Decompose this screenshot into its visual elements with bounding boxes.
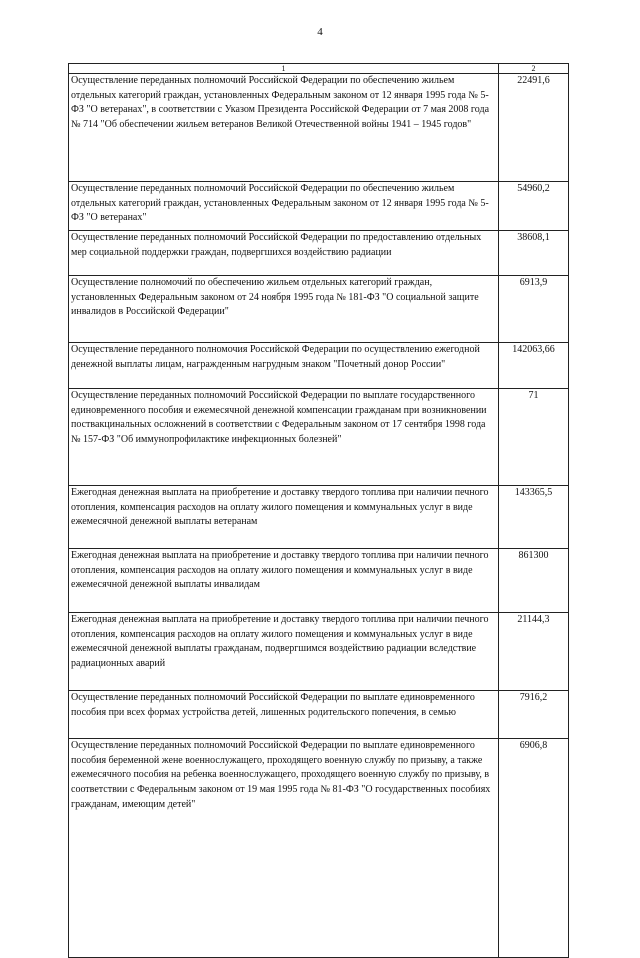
table-row — [69, 486, 569, 549]
row-description: Осуществление переданных полномочий Российской Федерации по обеспечению жильем отдельных категорий граждан, установленных Федеральным законом от 12 января 1995 года № 5-ФЗ "О ветеранах" — [69, 182, 499, 231]
row-description: Ежегодная денежная выплата на приобретение и доставку твердого топлива при наличии печного отопления, компенсация расходов на оплату жилого помещения и коммунальных услуг в виде ежемесячной денежной выплаты ветеранам — [69, 486, 499, 549]
row-amount: 54960,2 — [499, 182, 569, 231]
row-amount: 142063,66 — [499, 343, 569, 389]
row-description: Осуществление переданных полномочий Российской Федерации по предоставлению отдельных мер социальной поддержки граждан, подвергшихся воздействию радиации — [69, 231, 499, 276]
row-amount: 7916,2 — [499, 691, 569, 739]
row-description: Осуществление переданного полномочия Российской Федерации по осуществлению ежегодной денежной выплаты лицам, награжденным нагрудным знаком "Почетный донор России" — [69, 343, 499, 389]
row-amount: 861300 — [499, 549, 569, 613]
table-row — [69, 613, 569, 691]
row-description: Осуществление переданных полномочий Российской Федерации по выплате единовременного пособия при всех формах устройства детей, лишенных родительского попечения, в семью — [69, 691, 499, 739]
table-row — [69, 739, 569, 958]
row-description: Осуществление переданных полномочий Российской Федерации по обеспечению жильем отдельных категорий граждан, установленных Федеральным законом от 12 января 1995 года № 5-ФЗ "О ветеранах", в соответствии с Указом Президента Российской Федерации от 7 мая 2008 года № 714 "Об обеспечении жильем ветеранов Великой Отечественной войны 1941 – 1945 годов" — [69, 74, 499, 182]
row-description: Ежегодная денежная выплата на приобретение и доставку твердого топлива при наличии печного отопления, компенсация расходов на оплату жилого помещения и коммунальных услуг в виде ежемесячной денежной выплаты гражданам, подвергшимся воздействию радиации вследствие радиационных аварий — [69, 613, 499, 691]
row-amount: 6906,8 — [499, 739, 569, 958]
column-header-2: 2 — [499, 64, 569, 74]
table-row — [69, 231, 569, 276]
row-amount: 143365,5 — [499, 486, 569, 549]
row-amount: 22491,6 — [499, 74, 569, 182]
page-number: 4 — [317, 26, 323, 38]
column-header-1: 1 — [69, 64, 499, 74]
budget-table — [68, 63, 569, 958]
row-description: Осуществление полномочий по обеспечению жильем отдельных категорий граждан, установленных Федеральным законом от 24 ноября 1995 года № 181-ФЗ "О социальной защите инвалидов в Российской Федерации" — [69, 276, 499, 343]
row-description: Осуществление переданных полномочий Российской Федерации по выплате государственного единовременного пособия и ежемесячной денежной компенсации гражданам при возникновении поствакцинальных осложнений в соответствии с Федеральным законом от 17 сентября 1998 года № 157-ФЗ "Об иммунопрофилактике инфекционных болезней" — [69, 389, 499, 486]
table-row — [69, 343, 569, 389]
table-row — [69, 549, 569, 613]
row-description: Осуществление переданных полномочий Российской Федерации по выплате единовременного пособия беременной жене военнослужащего, проходящего военную службу по призыву, а также ежемесячного пособия на ребенка военнослужащего, проходящего военную службу по призыву, в соответствии с Федеральным законом от 19 мая 1995 года № 81-ФЗ "О государственных пособиях гражданам, имеющим детей" — [69, 739, 499, 958]
row-description: Ежегодная денежная выплата на приобретение и доставку твердого топлива при наличии печного отопления, компенсация расходов на оплату жилого помещения и коммунальных услуг в виде ежемесячной денежной выплаты инвалидам — [69, 549, 499, 613]
table-row — [69, 182, 569, 231]
table-row — [69, 276, 569, 343]
row-amount: 6913,9 — [499, 276, 569, 343]
table-row — [69, 74, 569, 182]
table-header-row — [69, 64, 569, 74]
row-amount: 38608,1 — [499, 231, 569, 276]
table-row — [69, 691, 569, 739]
table-row — [69, 389, 569, 486]
row-amount: 21144,3 — [499, 613, 569, 691]
row-amount: 71 — [499, 389, 569, 486]
